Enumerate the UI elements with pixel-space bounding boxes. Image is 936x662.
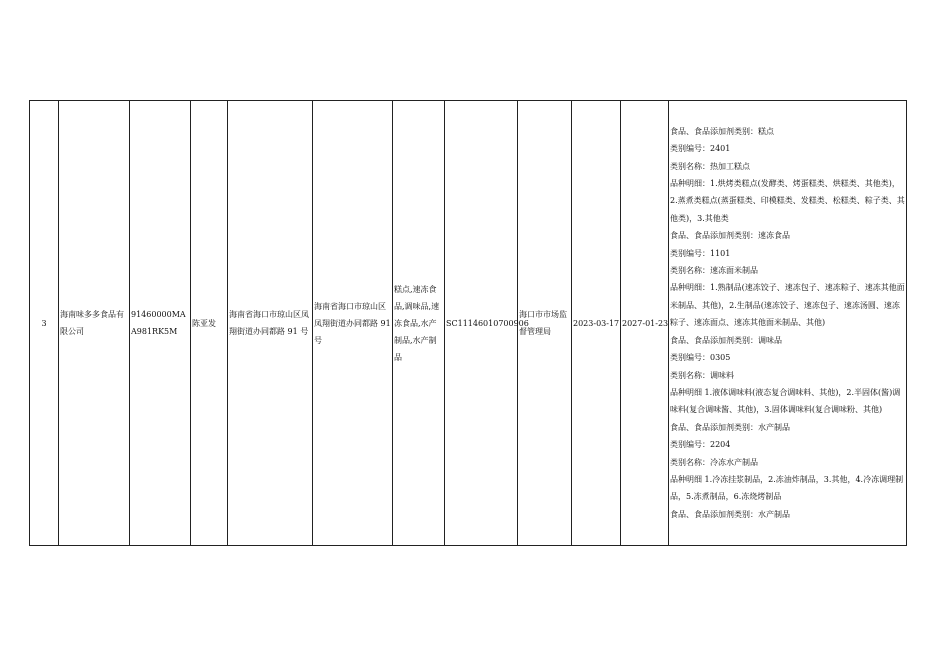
license-number: SC11146010700906 [445, 101, 518, 546]
issuing-authority: 海口市市场监督管理局 [518, 101, 572, 546]
detail-line: 类别编号：2204 [670, 440, 731, 450]
detail-line: 类别名称：调味料 [670, 370, 734, 380]
detail-line: 品种明细 1.液体调味料(液态复合调味料、其他)，2.半固体(酱)调味料(复合调味酱、其他)，3.固体调味料(复合调味粉、其他) [670, 387, 901, 415]
row-index: 3 [30, 101, 59, 546]
detail-line: 品种明细：1.熟制品(速冻饺子、速冻包子、速冻粽子、速冻其他面米制品、其他)，2.生制品(速冻饺子、速冻包子、速冻汤圆、速冻粽子、速冻面点、速冻其他面米制品、其他) [670, 283, 905, 328]
detail-line: 食品、食品添加剂类别：速冻食品 [670, 231, 790, 241]
company-name: 海南味多多食品有限公司 [59, 101, 130, 546]
table-row [30, 101, 907, 546]
detail-line: 食品、食品添加剂类别：水产制品 [670, 422, 790, 432]
residence-address: 海南省海口市琼山区凤翔街道办同都路 91 号 [228, 101, 313, 546]
detail-line: 品种明细 1.冷冻挂浆制品，2.冻油炸制品，3.其他，4.冷冻调理制品，5.冻煮制品，6.冻烧烤制品 [670, 474, 904, 502]
detail-line: 食品、食品添加剂类别：糕点 [670, 126, 774, 136]
detail-line: 食品、食品添加剂类别：水产制品 [670, 509, 790, 519]
detail-line: 类别名称：速冻面米制品 [670, 266, 758, 276]
license-table [29, 100, 907, 546]
detail-line: 类别编号：2401 [670, 144, 731, 154]
detail-line: 类别名称：冷冻水产制品 [670, 457, 758, 467]
detail-line: 品种明细：1.烘烤类糕点(发酵类、烤蛋糕类、烘糕类、其他类)，2.蒸煮类糕点(蒸蛋糕类、印模糕类、发糕类、松糕类、粽子类、其他类)，3.其他类 [670, 179, 905, 223]
food-categories: 糕点,速冻食品,调味品,速冻食品,水产制品,水产制品 [393, 101, 445, 546]
detail-line: 食品、食品添加剂类别：调味品 [670, 335, 782, 345]
production-address: 海南省海口市琼山区凤翔街道办同都路 91 号 [313, 101, 393, 546]
detail-line: 类别名称：热加工糕点 [670, 161, 750, 171]
detail-line: 类别编号：1101 [670, 248, 731, 258]
credit-code: 91460000MAA981RK5M [130, 101, 191, 546]
expiry-date: 2027-01-23 [621, 101, 669, 546]
legal-representative: 陈亚发 [191, 101, 228, 546]
detail-line: 类别编号：0305 [670, 353, 731, 363]
issue-date: 2023-03-17 [572, 101, 621, 546]
category-details [669, 101, 907, 546]
